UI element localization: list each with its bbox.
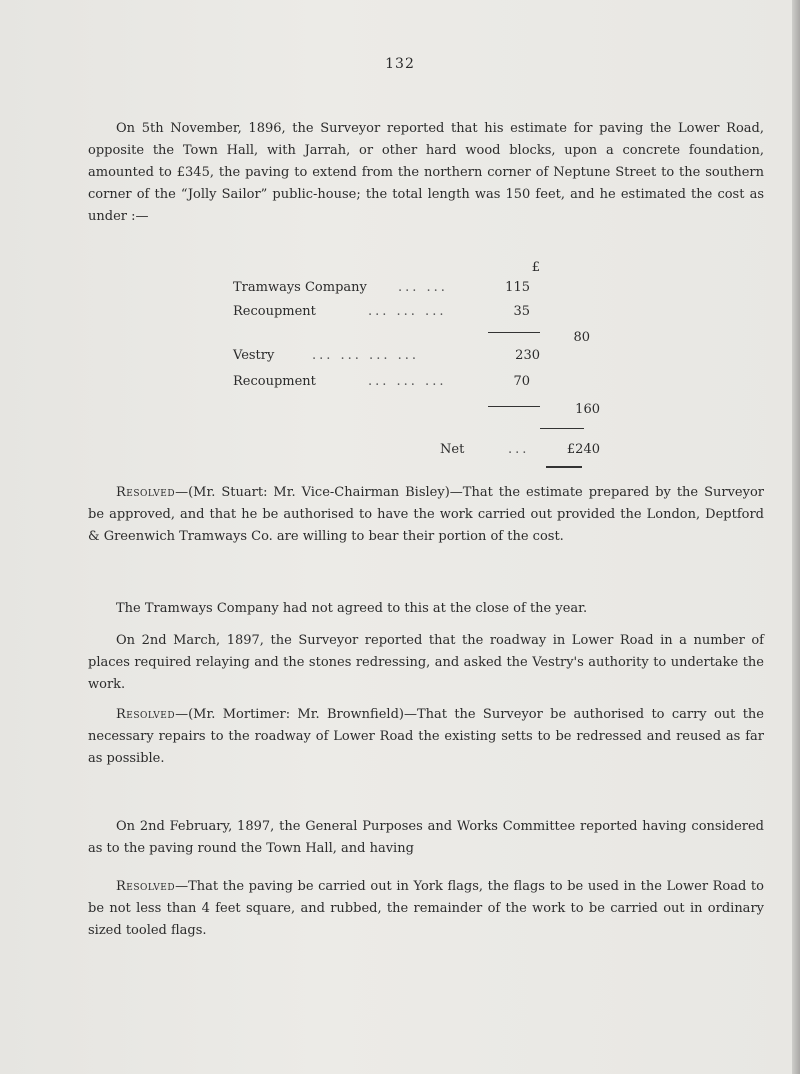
intro-paragraph: On 5th November, 1896, the Surveyor reported that his estimate for paving the Lower Road, opposite the Town Hall, with Jarrah, or other hard wood blocks, upon a concrete foundation, amounted to £345, the paving to extend from the northern corner of Neptune Street to the southern corner of the “Jolly Sailor” public-house; the total length was 150 feet, and he estimated the cost as under :— <box>88 121 764 224</box>
row-label: Vestry <box>233 348 275 363</box>
net-amount: £240 <box>566 442 600 457</box>
row-label: Tramways Company <box>233 280 367 295</box>
estimate-row <box>0 278 800 298</box>
net-row <box>0 440 800 460</box>
subtotal-amount: 160 <box>575 402 600 417</box>
row-label: Recoupment <box>233 304 316 319</box>
row-dots: ... ... ... ... <box>312 348 419 363</box>
currency-header: £ <box>531 260 540 275</box>
resolved-heading: Resolved <box>116 485 176 500</box>
resolution-text: —That the paving be carried out in York flags, the flags to be used in the Lower Road to be not less than 4 feet square, and rubbed, the remainder of the work to be carried out in ordinary sized tooled flags. <box>88 879 764 938</box>
net-double-rule <box>546 466 582 468</box>
february-report-paragraph: On 2nd February, 1897, the General Purposes and Works Committee reported having considered as to the paving round the Town Hall, and having <box>88 819 764 856</box>
estimate-row <box>0 346 800 366</box>
row-amount: 115 <box>505 280 530 295</box>
row-dots: ... ... ... <box>368 304 447 319</box>
subtotal-1 <box>530 328 590 348</box>
row-dots: ... ... <box>398 280 448 295</box>
estimate-row <box>0 302 800 322</box>
row-amount: 35 <box>513 304 530 319</box>
row-dots: ... ... ... <box>368 374 447 389</box>
page-number: 132 <box>385 56 415 72</box>
resolution-text: —(Mr. Mortimer: Mr. Brownfield)—That the Surveyor be authorised to carry out the necessary repairs to the roadway of Lower Road the existing setts to be redressed and reused as far as possible. <box>88 707 764 766</box>
resolved-heading: Resolved <box>116 879 176 894</box>
net-label: Net <box>440 442 465 457</box>
net-dots: ... <box>508 442 530 457</box>
subtotal-amount: 80 <box>573 330 590 345</box>
resolved-heading: Resolved <box>116 707 176 722</box>
resolution-paragraph <box>88 876 764 942</box>
row-label: Recoupment <box>233 374 316 389</box>
resolution-paragraph <box>88 704 764 770</box>
march-report-paragraph: On 2nd March, 1897, the Surveyor reported that the roadway in Lower Road in a number of places required relaying and the stones redressing, and asked the Vestry's authority to undertake the work. <box>88 633 764 692</box>
row-amount: 70 <box>513 374 530 389</box>
subtotal-2 <box>530 400 600 420</box>
resolution-text: —(Mr. Stuart: Mr. Vice-Chairman Bisley)—That the estimate prepared by the Surveyor be approved, and that he be authorised to have the work carried out provided the London, Deptford & Greenwich Tramways Co. are willing to bear their portion of the cost. <box>88 485 764 544</box>
tramways-note: The Tramways Company had not agreed to this at the close of the year. <box>116 601 588 616</box>
total-rule <box>540 428 584 429</box>
resolution-paragraph <box>88 482 764 548</box>
estimate-row <box>0 372 800 392</box>
page-edge <box>792 0 800 1074</box>
row-amount: 230 <box>515 348 540 363</box>
